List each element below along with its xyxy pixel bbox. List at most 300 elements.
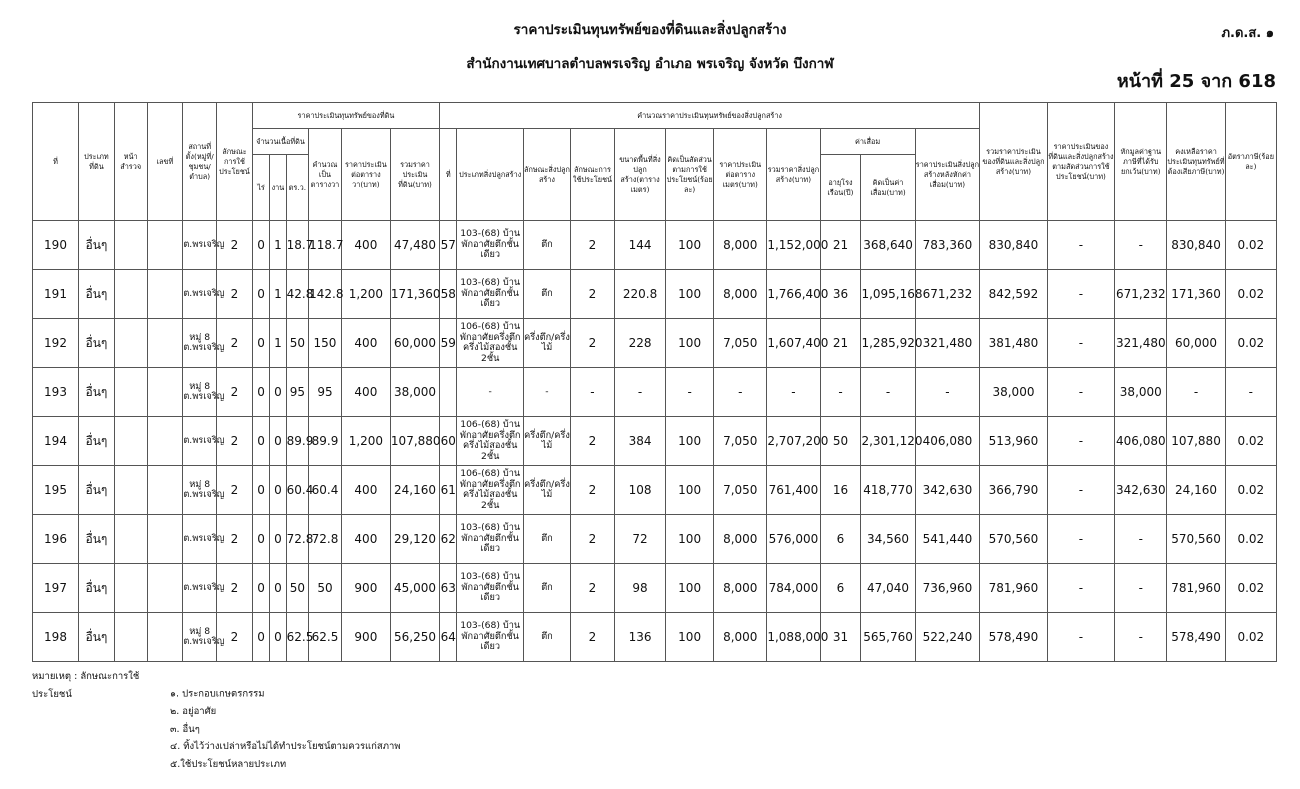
cell-building-total: 784,000 <box>767 564 820 613</box>
cell-tax-rate: 0.02 <box>1225 270 1276 319</box>
cell-ngan: 0 <box>270 613 286 662</box>
col-calc-sqwa: คำนวณเป็นตารางวา <box>309 129 342 221</box>
cell-total-all: 830,840 <box>980 221 1048 270</box>
cell-after-depreciation: 406,080 <box>915 417 980 466</box>
cell-price-per-sqwa: 1,200 <box>341 270 390 319</box>
cell-land-type: อื่นๆ <box>79 221 115 270</box>
table-row <box>33 270 1277 319</box>
cell-no: 190 <box>33 221 79 270</box>
cell-sqwa: 50 <box>286 319 309 368</box>
cell-land-total: 29,120 <box>390 515 439 564</box>
cell-building-ratio: 100 <box>666 515 714 564</box>
cell-calc-sqwa: 150 <box>309 319 342 368</box>
cell-building-price-sqm: 8,000 <box>714 270 767 319</box>
cell-no: 198 <box>33 613 79 662</box>
cell-age: 31 <box>820 613 861 662</box>
cell-tax-rate: 0.02 <box>1225 613 1276 662</box>
col-building-type: ประเภทสิ่งปลูกสร้าง <box>457 129 523 221</box>
cell-ngan: 1 <box>270 319 286 368</box>
cell-building-kind: ตึก <box>523 221 570 270</box>
cell-land-type: อื่นๆ <box>79 466 115 515</box>
cell-no: 192 <box>33 319 79 368</box>
cell-age: 36 <box>820 270 861 319</box>
cell-total-all: 781,960 <box>980 564 1048 613</box>
table-body <box>33 221 1277 662</box>
cell-price-per-sqwa: 400 <box>341 221 390 270</box>
cell-building-size: 72 <box>614 515 665 564</box>
cell-building-size: 108 <box>614 466 665 515</box>
col-proportional: ราคาประเมินของที่ดินและสิ่งปลูกสร้างตามสัดส่วนการใช้ประโยชน์(บาท) <box>1047 103 1115 221</box>
cell-building-ratio: 100 <box>666 270 714 319</box>
cell-proportional: - <box>1047 368 1115 417</box>
cell-location: ต.พรเจริญ <box>183 270 217 319</box>
cell-land-total: 38,000 <box>390 368 439 417</box>
cell-sqwa: 62.5 <box>286 613 309 662</box>
cell-building-kind: ตึก <box>523 270 570 319</box>
cell-building-total: 1,088,000 <box>767 613 820 662</box>
col-building-ratio: คิดเป็นสัดส่วนตามการใช้ประโยชน์(ร้อยละ) <box>666 129 714 221</box>
cell-price-per-sqwa: 400 <box>341 466 390 515</box>
cell-ngan: 0 <box>270 368 286 417</box>
cell-building-size: 228 <box>614 319 665 368</box>
cell-dep-amount: 418,770 <box>861 466 915 515</box>
cell-total-all: 381,480 <box>980 319 1048 368</box>
cell-after-depreciation: 522,240 <box>915 613 980 662</box>
col-land-type: ประเภทที่ดิน <box>79 103 115 221</box>
cell-building-price-sqm: 8,000 <box>714 613 767 662</box>
cell-building-total: 2,707,200 <box>767 417 820 466</box>
cell-proportional: - <box>1047 564 1115 613</box>
cell-land-total: 171,360 <box>390 270 439 319</box>
group-building-price: คำนวณราคาประเมินทุนทรัพย์ของสิ่งปลูกสร้าง <box>440 103 980 129</box>
cell-ngan: 0 <box>270 515 286 564</box>
cell-after-depreciation: - <box>915 368 980 417</box>
table-row <box>33 613 1277 662</box>
cell-location: หมู่ 8 ต.พรเจริญ <box>183 466 217 515</box>
cell-age: 6 <box>820 515 861 564</box>
cell-tax-rate: 0.02 <box>1225 564 1276 613</box>
notes-label: หมายเหตุ : ลักษณะการใช้ประโยชน์ <box>32 671 140 700</box>
cell-tax-rate: 0.02 <box>1225 417 1276 466</box>
cell-building-use: 2 <box>570 270 614 319</box>
note-item: ๕.ใช้ประโยชน์หลายประเภท <box>170 758 287 770</box>
cell-sqwa: 95 <box>286 368 309 417</box>
cell-rai: 0 <box>252 270 269 319</box>
cell-sqwa: 60.4 <box>286 466 309 515</box>
cell-location: หมู่ 8 ต.พรเจริญ <box>183 613 217 662</box>
cell-building-type: 103-(68) บ้านพักอาศัยตึกชั้นเดียว <box>457 221 523 270</box>
cell-exemption: 38,000 <box>1115 368 1167 417</box>
col-land-use: ลักษณะการใช้ประโยชน์ <box>217 103 253 221</box>
cell-building-ratio: 100 <box>666 466 714 515</box>
cell-land-total: 47,480 <box>390 221 439 270</box>
cell-proportional: - <box>1047 221 1115 270</box>
cell-ngan: 1 <box>270 270 286 319</box>
cell-after-depreciation: 342,630 <box>915 466 980 515</box>
cell-no: 196 <box>33 515 79 564</box>
cell-building-price-sqm: 7,050 <box>714 417 767 466</box>
cell-sqwa: 18.7 <box>286 221 309 270</box>
cell-calc-sqwa: 62.5 <box>309 613 342 662</box>
cell-survey-page <box>114 221 147 270</box>
col-building-use: ลักษณะการใช้ประโยชน์ <box>570 129 614 221</box>
cell-survey-page <box>114 270 147 319</box>
cell-building-use: 2 <box>570 319 614 368</box>
col-after-depreciation: ราคาประเมินสิ่งปลูกสร้างหลังหักค่าเสื่อม(บาท) <box>915 129 980 221</box>
cell-building-type: 103-(68) บ้านพักอาศัยตึกชั้นเดียว <box>457 270 523 319</box>
cell-doc-no <box>147 221 183 270</box>
cell-proportional: - <box>1047 613 1115 662</box>
cell-taxable: - <box>1167 368 1225 417</box>
cell-survey-page <box>114 564 147 613</box>
cell-taxable: 578,490 <box>1167 613 1225 662</box>
cell-building-price-sqm: - <box>714 368 767 417</box>
cell-building-use: 2 <box>570 564 614 613</box>
cell-after-depreciation: 321,480 <box>915 319 980 368</box>
cell-building-total: - <box>767 368 820 417</box>
cell-building-kind: ครึ่งตึก/ครึ่งไม้ <box>523 319 570 368</box>
cell-ngan: 0 <box>270 417 286 466</box>
cell-building-use: 2 <box>570 613 614 662</box>
cell-total-all: 513,960 <box>980 417 1048 466</box>
cell-survey-page <box>114 613 147 662</box>
cell-doc-no <box>147 417 183 466</box>
cell-tax-rate: - <box>1225 368 1276 417</box>
cell-building-kind: ครึ่งตึก/ครึ่งไม้ <box>523 466 570 515</box>
cell-building-no: 62 <box>440 515 457 564</box>
cell-land-type: อื่นๆ <box>79 368 115 417</box>
cell-price-per-sqwa: 400 <box>341 368 390 417</box>
cell-land-use: 2 <box>217 564 253 613</box>
cell-proportional: - <box>1047 515 1115 564</box>
cell-no: 194 <box>33 417 79 466</box>
cell-tax-rate: 0.02 <box>1225 221 1276 270</box>
cell-after-depreciation: 736,960 <box>915 564 980 613</box>
table-row <box>33 417 1277 466</box>
cell-taxable: 60,000 <box>1167 319 1225 368</box>
cell-calc-sqwa: 72.8 <box>309 515 342 564</box>
cell-rai: 0 <box>252 417 269 466</box>
cell-land-use: 2 <box>217 515 253 564</box>
cell-dep-amount: 1,095,168 <box>861 270 915 319</box>
cell-land-total: 60,000 <box>390 319 439 368</box>
cell-survey-page <box>114 319 147 368</box>
cell-tax-rate: 0.02 <box>1225 319 1276 368</box>
note-item: ๑. ประกอบเกษตรกรรม <box>170 688 265 700</box>
cell-land-total: 56,250 <box>390 613 439 662</box>
cell-survey-page <box>114 515 147 564</box>
col-taxable: คงเหลือราคาประเมินทุนทรัพย์ที่ต้องเสียภาษี(บาท) <box>1167 103 1225 221</box>
cell-location: ต.พรเจริญ <box>183 221 217 270</box>
cell-building-type: 103-(68) บ้านพักอาศัยตึกชั้นเดียว <box>457 613 523 662</box>
cell-proportional: - <box>1047 466 1115 515</box>
table-row <box>33 368 1277 417</box>
cell-taxable: 570,560 <box>1167 515 1225 564</box>
col-building-size: ขนาดพื้นที่สิ่งปลูกสร้าง(ตารางเมตร) <box>614 129 665 221</box>
cell-doc-no <box>147 564 183 613</box>
cell-rai: 0 <box>252 564 269 613</box>
cell-doc-no <box>147 613 183 662</box>
col-survey-page: หน้าสำรวจ <box>114 103 147 221</box>
cell-land-type: อื่นๆ <box>79 319 115 368</box>
cell-rai: 0 <box>252 466 269 515</box>
group-depreciation: ค่าเสื่อม <box>820 129 915 155</box>
cell-total-all: 366,790 <box>980 466 1048 515</box>
cell-no: 197 <box>33 564 79 613</box>
cell-building-kind: ตึก <box>523 515 570 564</box>
table-row <box>33 564 1277 613</box>
cell-sqwa: 50 <box>286 564 309 613</box>
cell-survey-page <box>114 368 147 417</box>
cell-total-all: 570,560 <box>980 515 1048 564</box>
cell-exemption: 321,480 <box>1115 319 1167 368</box>
cell-rai: 0 <box>252 319 269 368</box>
cell-price-per-sqwa: 400 <box>341 319 390 368</box>
note-item: ๔. ทิ้งไว้ว่างเปล่าหรือไม่ได้ทำประโยชน์ตามควรแก่สภาพ <box>170 741 401 752</box>
cell-building-total: 1,607,400 <box>767 319 820 368</box>
cell-building-ratio: 100 <box>666 221 714 270</box>
col-exemption: หักมูลค่าฐานภาษีที่ได้รับยกเว้น(บาท) <box>1115 103 1167 221</box>
cell-land-use: 2 <box>217 270 253 319</box>
cell-land-total: 45,000 <box>390 564 439 613</box>
col-price-per-sqwa: ราคาประเมินต่อตารางวา(บาท) <box>341 129 390 221</box>
cell-building-use: 2 <box>570 515 614 564</box>
cell-land-type: อื่นๆ <box>79 515 115 564</box>
cell-no: 191 <box>33 270 79 319</box>
cell-calc-sqwa: 60.4 <box>309 466 342 515</box>
cell-rai: 0 <box>252 613 269 662</box>
col-building-kind: ลักษณะสิ่งปลูกสร้าง <box>523 129 570 221</box>
cell-location: ต.พรเจริญ <box>183 417 217 466</box>
cell-tax-rate: 0.02 <box>1225 515 1276 564</box>
cell-dep-amount: 47,040 <box>861 564 915 613</box>
cell-taxable: 171,360 <box>1167 270 1225 319</box>
cell-rai: 0 <box>252 368 269 417</box>
cell-price-per-sqwa: 900 <box>341 564 390 613</box>
cell-building-size: 144 <box>614 221 665 270</box>
cell-building-use: 2 <box>570 417 614 466</box>
cell-ngan: 0 <box>270 564 286 613</box>
cell-building-no: 63 <box>440 564 457 613</box>
cell-calc-sqwa: 142.8 <box>309 270 342 319</box>
cell-total-all: 578,490 <box>980 613 1048 662</box>
cell-building-kind: ตึก <box>523 564 570 613</box>
cell-building-ratio: 100 <box>666 417 714 466</box>
cell-land-type: อื่นๆ <box>79 613 115 662</box>
form-code: ภ.ด.ส. ๑ <box>1221 26 1274 41</box>
cell-land-use: 2 <box>217 466 253 515</box>
cell-building-type: 106-(68) บ้านพักอาศัยครึ่งตึกครึ่งไม้สองชั้น 2ชั้น <box>457 466 523 515</box>
cell-proportional: - <box>1047 319 1115 368</box>
assessment-table <box>32 102 1277 662</box>
cell-exemption: - <box>1115 564 1167 613</box>
cell-building-price-sqm: 7,050 <box>714 466 767 515</box>
cell-building-no: 64 <box>440 613 457 662</box>
cell-calc-sqwa: 95 <box>309 368 342 417</box>
cell-calc-sqwa: 50 <box>309 564 342 613</box>
cell-no: 193 <box>33 368 79 417</box>
cell-age: 6 <box>820 564 861 613</box>
col-doc-no: เลขที่ <box>147 103 183 221</box>
col-building-total: รวมราคาสิ่งปลูกสร้าง(บาท) <box>767 129 820 221</box>
cell-calc-sqwa: 118.7 <box>309 221 342 270</box>
cell-after-depreciation: 541,440 <box>915 515 980 564</box>
cell-building-no <box>440 368 457 417</box>
cell-building-size: 136 <box>614 613 665 662</box>
document-subtitle: สำนักงานเทศบาลตำบลพรเจริญ อำเภอ พรเจริญ จังหวัด บึงกาฬ <box>466 56 834 72</box>
table-row <box>33 221 1277 270</box>
col-dep-amount: คิดเป็นค่าเสื่อม(บาท) <box>861 155 915 221</box>
cell-doc-no <box>147 270 183 319</box>
cell-price-per-sqwa: 900 <box>341 613 390 662</box>
cell-building-use: - <box>570 368 614 417</box>
cell-building-price-sqm: 8,000 <box>714 515 767 564</box>
cell-location: หมู่ 8 ต.พรเจริญ <box>183 368 217 417</box>
cell-building-total: 761,400 <box>767 466 820 515</box>
cell-total-all: 842,592 <box>980 270 1048 319</box>
cell-taxable: 781,960 <box>1167 564 1225 613</box>
cell-building-type: 103-(68) บ้านพักอาศัยตึกชั้นเดียว <box>457 564 523 613</box>
group-land-price: ราคาประเมินทุนทรัพย์ของที่ดิน <box>252 103 439 129</box>
col-total-all: รวมราคาประเมินของที่ดินและสิ่งปลูกสร้าง(บาท) <box>980 103 1048 221</box>
cell-rai: 0 <box>252 515 269 564</box>
cell-building-no: 57 <box>440 221 457 270</box>
col-sqwa: ตร.ว. <box>286 155 309 221</box>
cell-building-ratio: - <box>666 368 714 417</box>
cell-survey-page <box>114 466 147 515</box>
cell-dep-amount: 2,301,120 <box>861 417 915 466</box>
cell-building-use: 2 <box>570 221 614 270</box>
col-land-total: รวมราคาประเมินที่ดิน(บาท) <box>390 129 439 221</box>
cell-building-kind: ตึก <box>523 613 570 662</box>
col-location: สถานที่ตั้ง(หมู่ที่/ชุมชน/ตำบล) <box>183 103 217 221</box>
cell-dep-amount: 565,760 <box>861 613 915 662</box>
col-ngan: งาน <box>270 155 286 221</box>
cell-building-size: 384 <box>614 417 665 466</box>
cell-building-no: 61 <box>440 466 457 515</box>
cell-exemption: - <box>1115 515 1167 564</box>
cell-land-use: 2 <box>217 368 253 417</box>
note-item: ๒. อยู่อาศัย <box>170 706 217 717</box>
cell-building-price-sqm: 8,000 <box>714 564 767 613</box>
cell-no: 195 <box>33 466 79 515</box>
cell-tax-rate: 0.02 <box>1225 466 1276 515</box>
cell-age: 21 <box>820 319 861 368</box>
cell-building-ratio: 100 <box>666 613 714 662</box>
cell-building-total: 1,152,000 <box>767 221 820 270</box>
cell-land-total: 24,160 <box>390 466 439 515</box>
cell-exemption: - <box>1115 221 1167 270</box>
note-item: ๓. อื่นๆ <box>170 723 200 735</box>
cell-land-use: 2 <box>217 221 253 270</box>
cell-location: ต.พรเจริญ <box>183 564 217 613</box>
col-building-price-sqm: ราคาประเมินต่อตารางเมตร(บาท) <box>714 129 767 221</box>
cell-building-type: 103-(68) บ้านพักอาศัยตึกชั้นเดียว <box>457 515 523 564</box>
cell-doc-no <box>147 515 183 564</box>
cell-land-use: 2 <box>217 319 253 368</box>
cell-ngan: 0 <box>270 466 286 515</box>
cell-doc-no <box>147 466 183 515</box>
cell-age: - <box>820 368 861 417</box>
cell-dep-amount: 34,560 <box>861 515 915 564</box>
col-building-no: ที่ <box>440 129 457 221</box>
cell-building-ratio: 100 <box>666 564 714 613</box>
cell-rai: 0 <box>252 221 269 270</box>
cell-sqwa: 89.9 <box>286 417 309 466</box>
col-no: ที่ <box>33 103 79 221</box>
cell-building-no: 58 <box>440 270 457 319</box>
cell-building-type: 106-(68) บ้านพักอาศัยครึ่งตึกครึ่งไม้สองชั้น 2ชั้น <box>457 319 523 368</box>
cell-doc-no <box>147 368 183 417</box>
cell-building-ratio: 100 <box>666 319 714 368</box>
group-area: จำนวนเนื้อที่ดิน <box>252 129 308 155</box>
col-rai: ไร่ <box>252 155 269 221</box>
document-title: ราคาประเมินทุนทรัพย์ของที่ดินและสิ่งปลูกสร้าง <box>513 22 787 38</box>
cell-price-per-sqwa: 400 <box>341 515 390 564</box>
cell-land-use: 2 <box>217 613 253 662</box>
table-row <box>33 319 1277 368</box>
cell-location: ต.พรเจริญ <box>183 515 217 564</box>
cell-survey-page <box>114 417 147 466</box>
cell-exemption: - <box>1115 613 1167 662</box>
cell-after-depreciation: 671,232 <box>915 270 980 319</box>
cell-total-all: 38,000 <box>980 368 1048 417</box>
cell-taxable: 24,160 <box>1167 466 1225 515</box>
cell-building-size: - <box>614 368 665 417</box>
cell-proportional: - <box>1047 270 1115 319</box>
cell-land-use: 2 <box>217 417 253 466</box>
cell-building-size: 220.8 <box>614 270 665 319</box>
cell-dep-amount: - <box>861 368 915 417</box>
cell-price-per-sqwa: 1,200 <box>341 417 390 466</box>
cell-land-type: อื่นๆ <box>79 564 115 613</box>
table-row <box>33 515 1277 564</box>
table-row <box>33 466 1277 515</box>
cell-sqwa: 42.8 <box>286 270 309 319</box>
cell-exemption: 342,630 <box>1115 466 1167 515</box>
cell-age: 21 <box>820 221 861 270</box>
cell-building-type: - <box>457 368 523 417</box>
cell-building-type: 106-(68) บ้านพักอาศัยครึ่งตึกครึ่งไม้สองชั้น 2ชั้น <box>457 417 523 466</box>
cell-exemption: 406,080 <box>1115 417 1167 466</box>
cell-building-price-sqm: 7,050 <box>714 319 767 368</box>
cell-building-total: 1,766,400 <box>767 270 820 319</box>
cell-after-depreciation: 783,360 <box>915 221 980 270</box>
cell-building-no: 60 <box>440 417 457 466</box>
cell-sqwa: 72.8 <box>286 515 309 564</box>
cell-age: 50 <box>820 417 861 466</box>
cell-exemption: 671,232 <box>1115 270 1167 319</box>
cell-building-size: 98 <box>614 564 665 613</box>
cell-calc-sqwa: 89.9 <box>309 417 342 466</box>
cell-proportional: - <box>1047 417 1115 466</box>
cell-age: 16 <box>820 466 861 515</box>
cell-dep-amount: 1,285,920 <box>861 319 915 368</box>
col-age: อายุโรงเรือน(ปี) <box>820 155 861 221</box>
cell-land-type: อื่นๆ <box>79 417 115 466</box>
page-info: หน้าที่ 25 จาก 618 <box>1116 71 1276 92</box>
cell-building-kind: - <box>523 368 570 417</box>
cell-doc-no <box>147 319 183 368</box>
cell-ngan: 1 <box>270 221 286 270</box>
cell-taxable: 830,840 <box>1167 221 1225 270</box>
notes-section <box>32 668 401 773</box>
col-tax-rate: อัตราภาษี(ร้อยละ) <box>1225 103 1276 221</box>
cell-land-type: อื่นๆ <box>79 270 115 319</box>
cell-building-price-sqm: 8,000 <box>714 221 767 270</box>
cell-taxable: 107,880 <box>1167 417 1225 466</box>
cell-building-total: 576,000 <box>767 515 820 564</box>
